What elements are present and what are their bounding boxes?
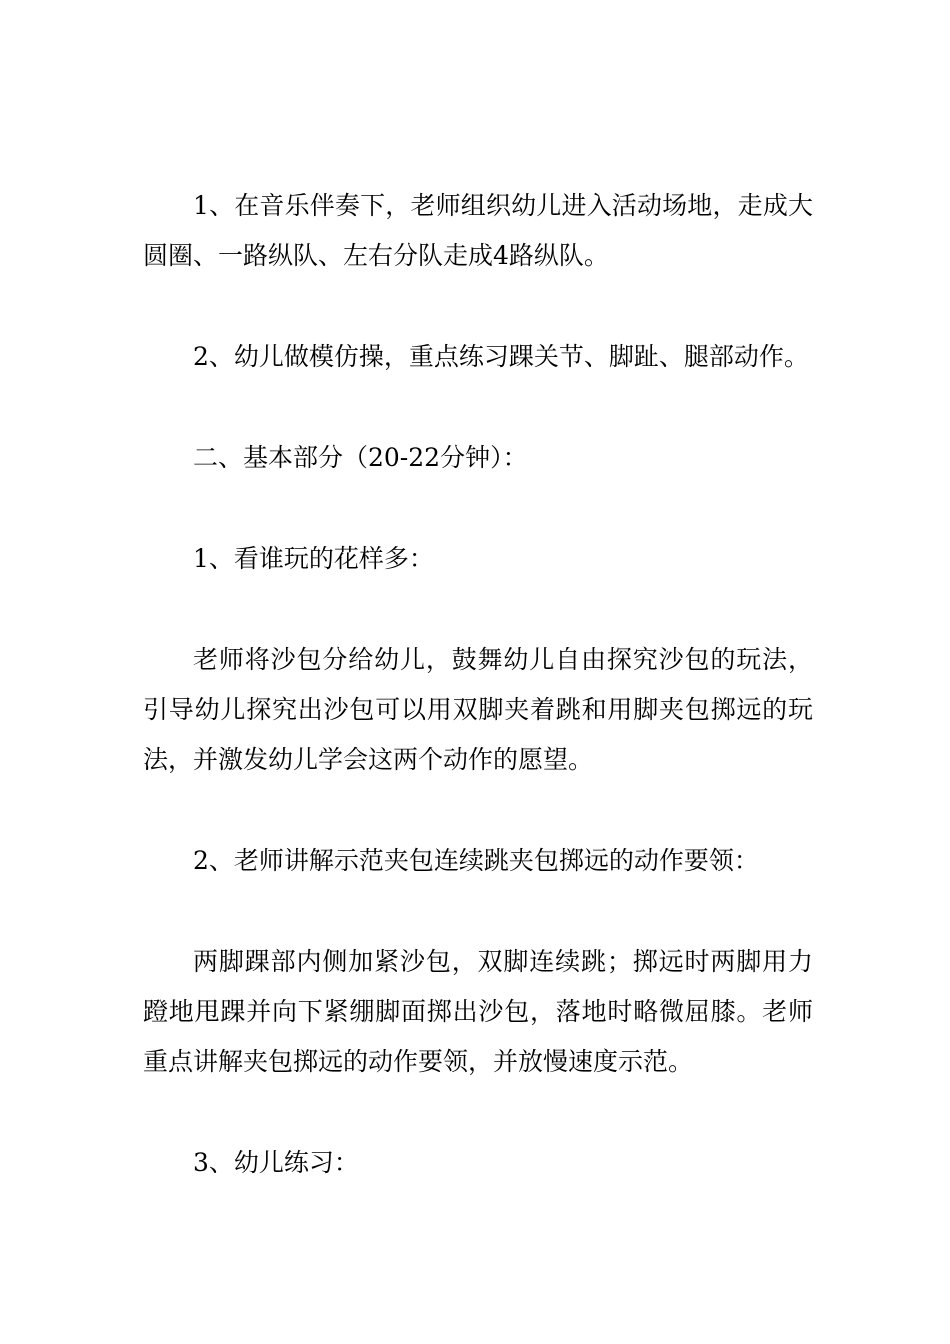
subheading-children-practice: 3、幼儿练习： — [193, 1148, 359, 1177]
paragraph-warmup-march: 1、在音乐伴奏下，老师组织幼儿进入活动场地，走成大圆圈、一路纵队、左右分队走成4路纵队。 — [143, 191, 813, 270]
subheading-who-plays-most: 1、看谁玩的花样多： — [193, 544, 434, 573]
paragraph-explore-sandbag: 老师将沙包分给幼儿，鼓舞幼儿自由探究沙包的玩法，引导幼儿探究出沙包可以用双脚夹着跳和用脚夹包掷远的玩法，并激发幼儿学会这两个动作的愿望。 — [143, 645, 813, 774]
paragraph-imitation-exercise: 2、幼儿做模仿操，重点练习踝关节、脚趾、腿部动作。 — [193, 342, 809, 371]
document-body — [143, 181, 813, 1188]
subheading-teacher-demo: 2、老师讲解示范夹包连续跳夹包掷远的动作要领： — [193, 846, 759, 875]
section-heading-basic-part: 二、基本部分（20-22分钟）： — [193, 443, 528, 472]
paragraph-action-essentials: 两脚踝部内侧加紧沙包，双脚连续跳；掷远时两脚用力蹬地甩踝并向下紧绷脚面掷出沙包，落地时略微屈膝。老师重点讲解夹包掷远的动作要领，并放慢速度示范。 — [143, 947, 813, 1076]
